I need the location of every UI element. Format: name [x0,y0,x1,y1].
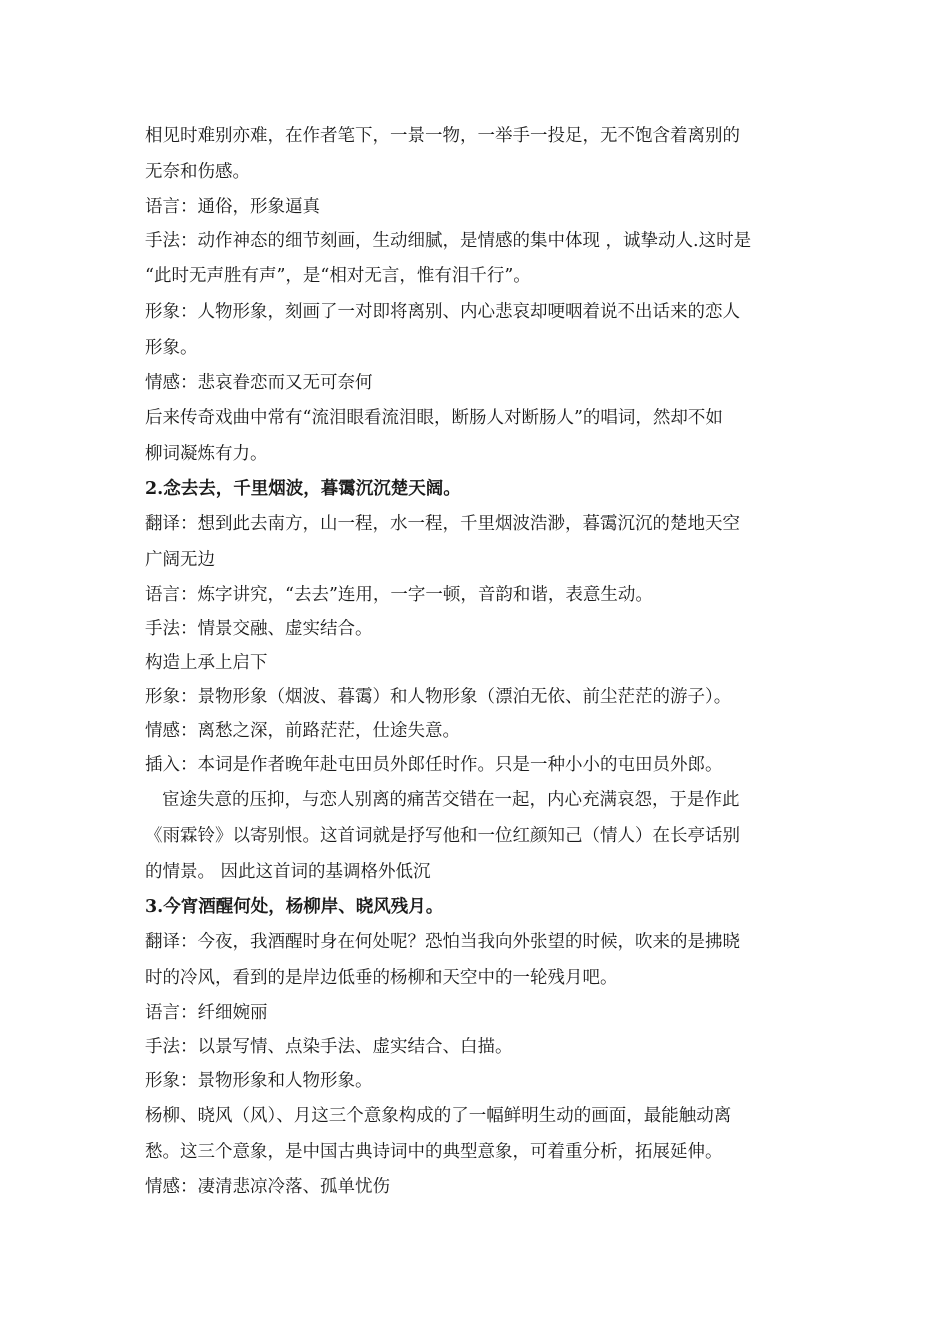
section-heading-3: 3.今宵酒醒何处，杨柳岸、晓风残月。 [145,897,444,917]
document-body [145,118,810,1204]
image-note: 形象：景物形象和人物形象。 [145,1071,373,1091]
technique-note: 手法：动作神态的细节刻画，生动细腻，是情感的集中体现 ，诚挚动人.这时是 [145,231,752,251]
paragraph-line: 杨柳、晓风（风）、月这三个意象构成的了一幅鲜明生动的画面，最能触动离 [145,1106,732,1126]
paragraph-line: 的情景。 因此这首词的基调格外低沉 [145,862,431,882]
technique-note: 手法：情景交融、虚实结合。 [145,619,373,639]
paragraph-line: 广阔无边 [145,550,215,570]
structure-note: 构造上承上启下 [145,653,268,673]
language-note: 语言：炼字讲究，“去去”连用，一字一顿，音韵和谐，表意生动。 [145,585,653,605]
translation-note: 翻译：今夜，我酒醒时身在何处呢？恐怕当我向外张望的时候，吹来的是拂晓 [145,932,740,952]
paragraph-line: 无奈和伤感。 [145,162,250,182]
paragraph-line: 愁。这三个意象，是中国古典诗词中的典型意象，可着重分析，拓展延伸。 [145,1142,723,1162]
emotion-note: 情感：离愁之深，前路茫茫，仕途失意。 [145,721,460,741]
insert-note: 插入：本词是作者晚年赴屯田员外郎任时作。只是一种小小的屯田员外郎。 [145,755,723,775]
language-note: 语言：通俗，形象逼真 [145,197,320,217]
technique-note: 手法：以景写情、点染手法、虚实结合、白描。 [145,1037,513,1057]
translation-note: 翻译：想到此去南方，山一程，水一程，千里烟波浩渺，暮霭沉沉的楚地天空 [145,514,740,534]
image-note: 形象：人物形象，刻画了一对即将离别、内心悲哀却哽咽着说不出话来的恋人 [145,302,740,322]
paragraph-line: “此时无声胜有声”，是“相对无言，惟有泪千行”。 [145,266,531,286]
paragraph-line: 宦途失意的压抑，与恋人别离的痛苦交错在一起，内心充满哀怨，于是作此 [162,790,740,810]
paragraph-line: 形象。 [145,338,198,358]
paragraph-line: 时的冷风，看到的是岸边低垂的杨柳和天空中的一轮残月吧。 [145,968,618,988]
paragraph-line: 后来传奇戏曲中常有“流泪眼看流泪眼，断肠人对断肠人”的唱词，然却不如 [145,408,723,428]
paragraph-line: 相见时难别亦难，在作者笔下，一景一物，一举手一投足，无不饱含着离别的 [145,126,740,146]
paragraph-line: 柳词凝炼有力。 [145,444,268,464]
image-note: 形象：景物形象（烟波、暮霭）和人物形象（漂泊无依、前尘茫茫的游子）。 [145,687,732,707]
language-note: 语言：纤细婉丽 [145,1003,268,1023]
emotion-note: 情感：凄清悲凉冷落、孤单忧伤 [145,1177,390,1197]
section-heading-2: 2.念去去，千里烟波，暮霭沉沉楚天阔。 [145,479,461,499]
paragraph-line: 《雨霖铃》以寄别恨。这首词就是抒写他和一位红颜知己（情人）在长亭话别 [145,826,740,846]
emotion-note: 情感：悲哀眷恋而又无可奈何 [145,373,373,393]
